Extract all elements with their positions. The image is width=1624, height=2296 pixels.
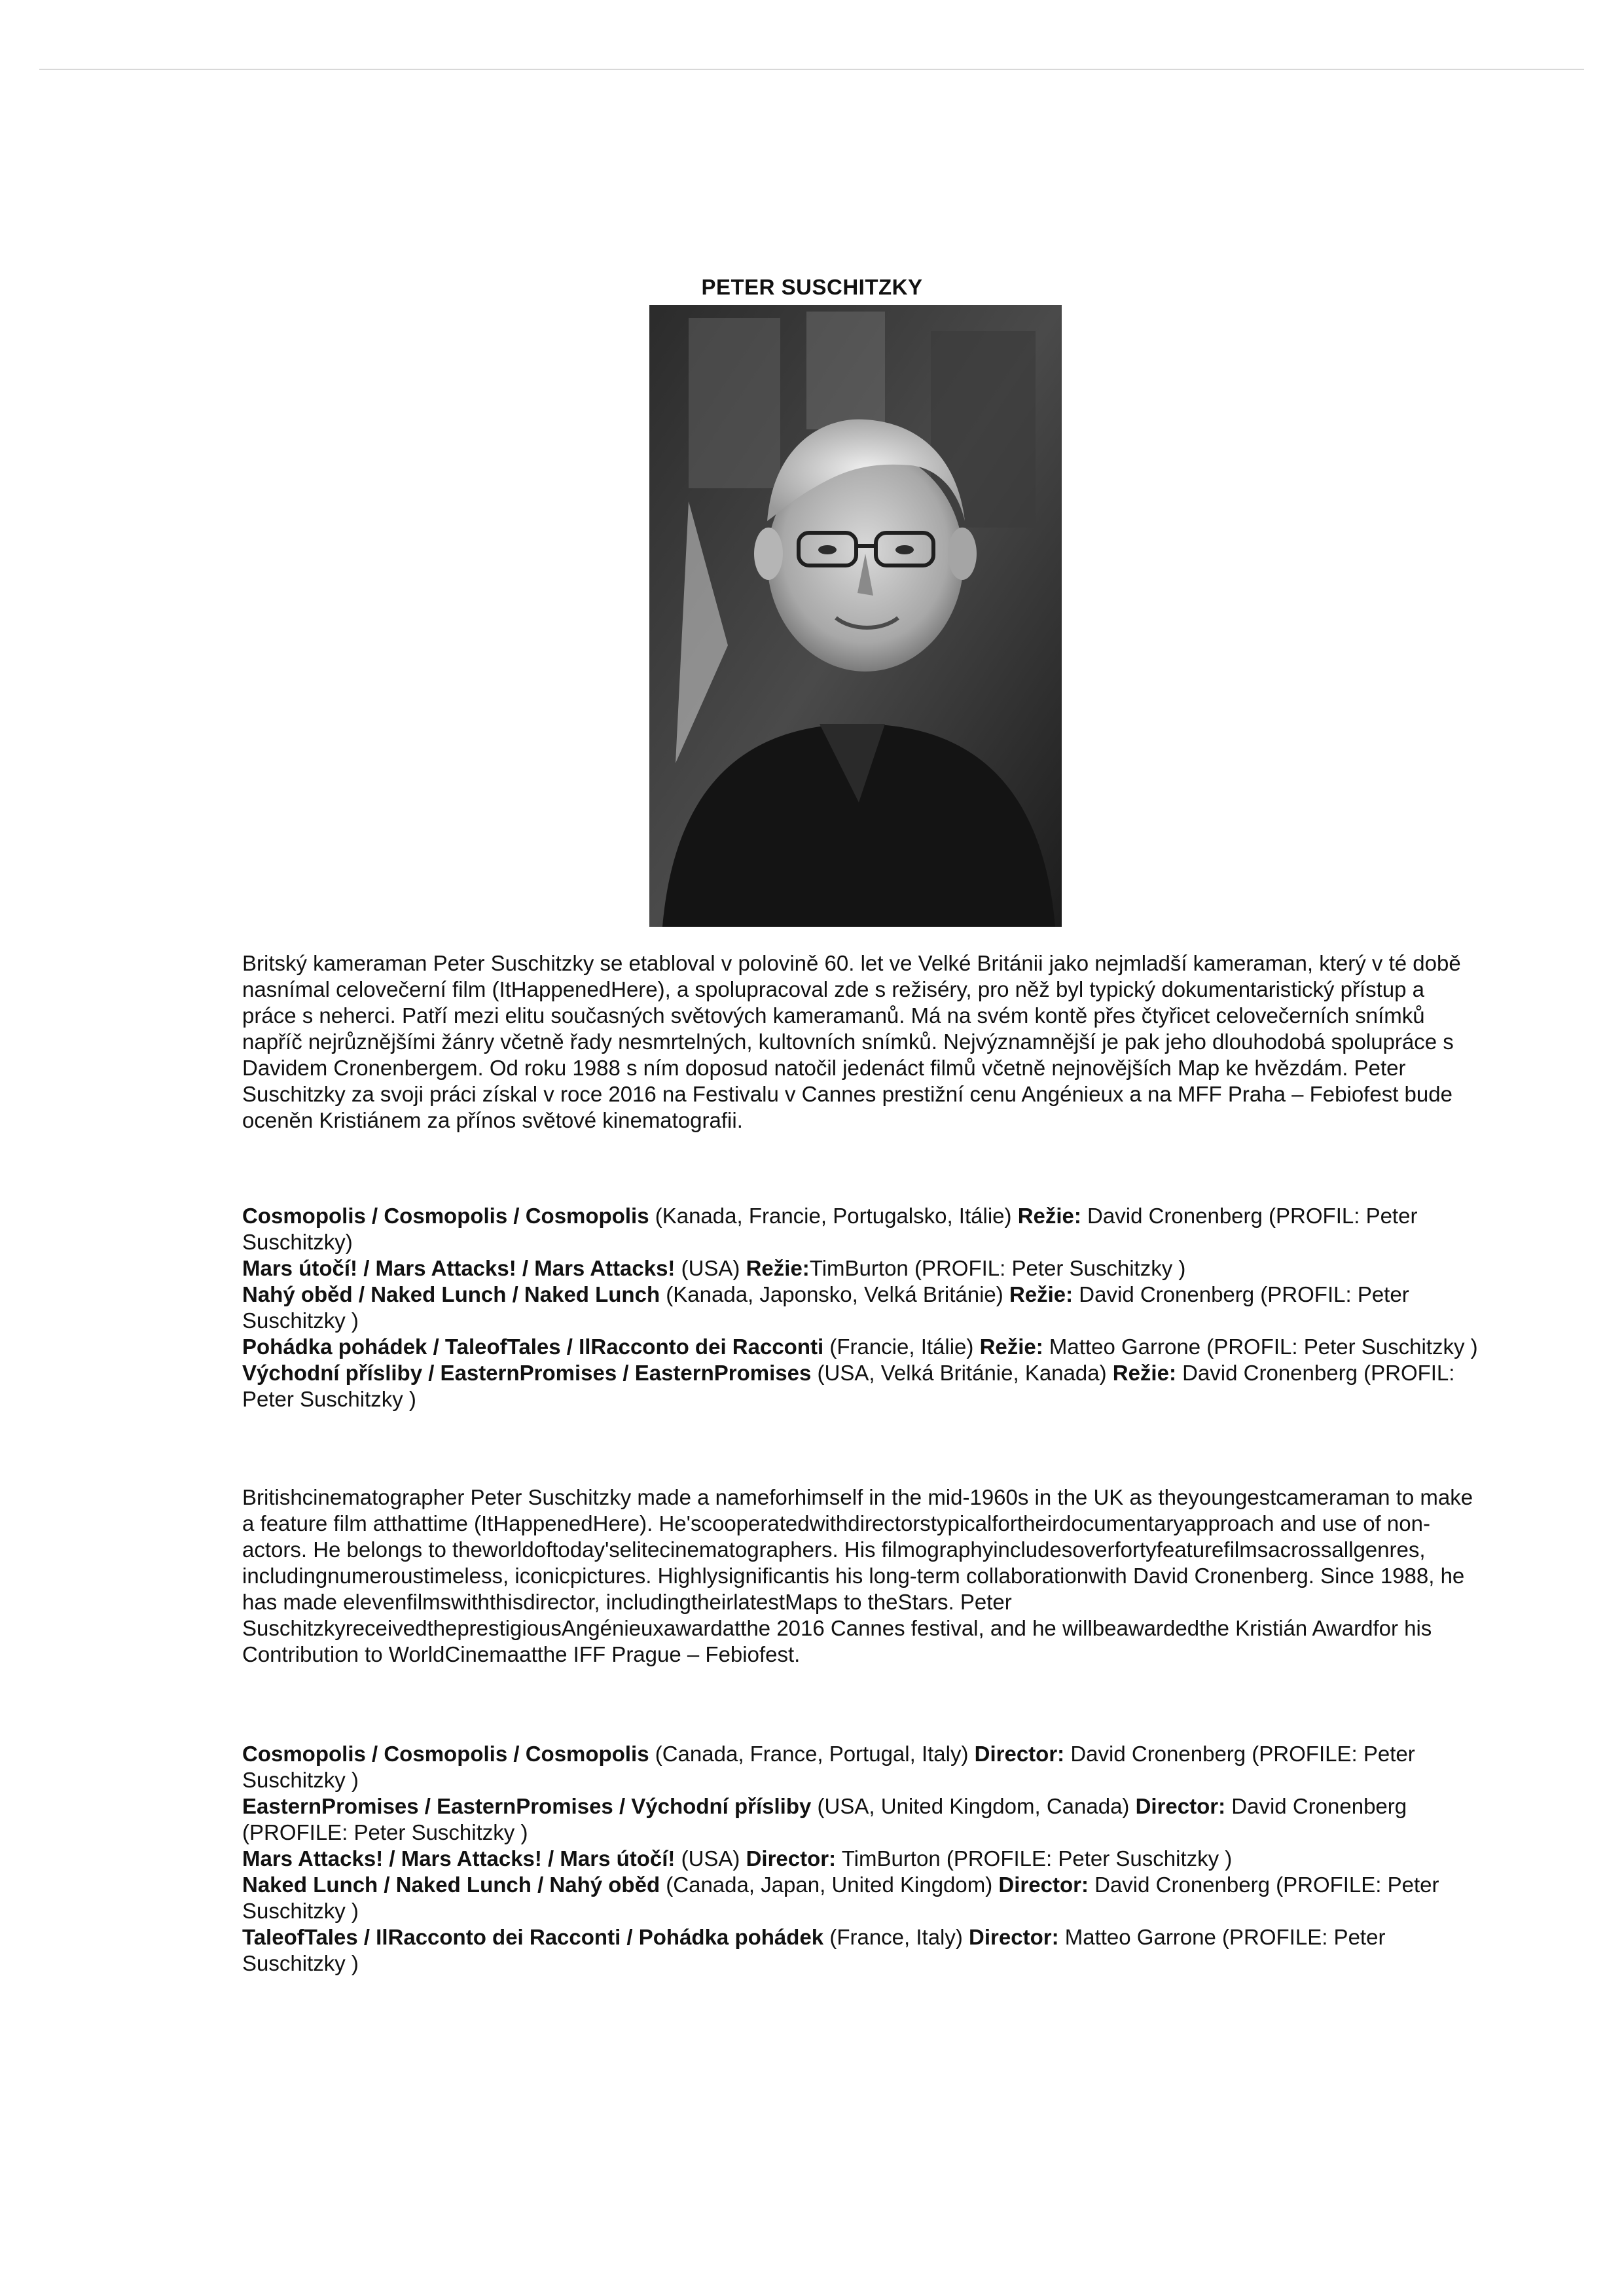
english-filmography: [242, 1741, 1486, 1977]
film-countries: (Kanada, Francie, Portugalsko, Itálie): [649, 1204, 1018, 1228]
film-director: David Cronenberg (PROFILE: Peter Suschitzky ): [242, 1742, 1415, 1792]
director-label: Režie:: [1112, 1361, 1176, 1385]
film-entry: [242, 1741, 1486, 1793]
director-label: Director:: [998, 1873, 1089, 1897]
film-director: David Cronenberg (PROFIL: Peter Suschitzky ): [242, 1361, 1455, 1411]
film-countries: (USA, Velká Británie, Kanada): [811, 1361, 1113, 1385]
film-director: TimBurton (PROFIL: Peter Suschitzky ): [809, 1256, 1186, 1280]
director-label: Director:: [974, 1742, 1065, 1766]
english-bio-text: Britishcinematographer Peter Suschitzky made a nameforhimself in the mid-1960s in the UK as theyoungestcameraman to make a feature film atthattime (ItHappenedHere). He'scooperatedwithdirectorstypicalfortheirdocumentaryapproach and use of non-actors. He belongs to theworldoftoday'selitecinematographers. His filmographyincludesoverfortyfeaturefilmsacrossallgenres, includingnumeroustimeless, iconicpictures. Highlysignificantis his long-term collaborationwith David Cronenberg. Since 1988, he has made elevenfilmswiththisdirector, includingtheirlatestMaps to theStars. Peter SuschitzkyreceivedtheprestigiousAngénieuxawardatthe 2016 Cannes festival, and he willbeawardedthe Kristián Awardfor his Contribution to WorldCinemaatthe IFF Prague – Febiofest.: [242, 1485, 1473, 1666]
film-entry: [242, 1846, 1486, 1872]
czech-bio: [242, 950, 1473, 1134]
film-entry: [242, 1334, 1486, 1360]
director-label: Režie:: [979, 1335, 1043, 1359]
director-label: Režie:: [746, 1256, 810, 1280]
film-title: Mars útočí! / Mars Attacks! / Mars Attacks!: [242, 1256, 676, 1280]
portrait-photo: [649, 305, 1062, 927]
film-entry: [242, 1282, 1486, 1334]
film-director: Matteo Garrone (PROFILE: Peter Suschitzky ): [242, 1925, 1386, 1975]
film-countries: (USA, United Kingdom, Canada): [811, 1794, 1136, 1818]
film-countries: (Kanada, Japonsko, Velká Británie): [660, 1282, 1009, 1306]
director-label: Director:: [1135, 1794, 1226, 1818]
director-label: Režie:: [1017, 1204, 1081, 1228]
english-bio: [242, 1484, 1486, 1668]
film-title: Naked Lunch / Naked Lunch / Nahý oběd: [242, 1873, 660, 1897]
film-title: Cosmopolis / Cosmopolis / Cosmopolis: [242, 1742, 649, 1766]
director-label: Director:: [969, 1925, 1059, 1949]
film-countries: (USA): [675, 1846, 746, 1871]
czech-filmography: [242, 1203, 1486, 1412]
portrait-illustration: [649, 305, 1062, 927]
film-entry: [242, 1793, 1486, 1846]
czech-bio-text: Britský kameraman Peter Suschitzky se etabloval v polovině 60. let ve Velké Británii jako nejmladší kameraman, který v té době nasnímal celovečerní film (ItHappenedHere), a spolupracoval zde s režiséry, pro něž byl typický dokumentaristický přístup a práce s neherci. Patří mezi elitu současných světových kameramanů. Má na svém kontě přes čtyřicet celovečerních snímků napříč nejrůznějšími žánry včetně řady nesmrtelných, kultovních snímků. Nejvýznamnější je pak jeho dlouhodobá spolupráce s Davidem Cronenbergem. Od roku 1988 s ním doposud natočil jedenáct filmů včetně nejnovějších Map ke hvězdám. Peter Suschitzky za svoji práci získal v roce 2016 na Festivalu v Cannes prestižní cenu Angénieux a na MFF Praha – Febiofest bude oceněn Kristiánem za přínos světové kinematografii.: [242, 951, 1461, 1132]
film-director: TimBurton (PROFILE: Peter Suschitzky ): [836, 1846, 1233, 1871]
film-countries: (Canada, Japan, United Kingdom): [660, 1873, 999, 1897]
film-entry: [242, 1255, 1486, 1282]
film-director: David Cronenberg (PROFILE: Peter Suschitzky ): [242, 1873, 1439, 1923]
film-entry: [242, 1924, 1486, 1977]
film-title: Východní přísliby / EasternPromises / EasternPromises: [242, 1361, 812, 1385]
film-countries: (France, Italy): [823, 1925, 969, 1949]
film-countries: (USA): [675, 1256, 746, 1280]
film-director: David Cronenberg (PROFIL: Peter Suschitzky): [242, 1204, 1418, 1254]
film-countries: (Francie, Itálie): [823, 1335, 980, 1359]
film-director: David Cronenberg (PROFIL: Peter Suschitzky ): [242, 1282, 1409, 1333]
director-label: Režie:: [1009, 1282, 1074, 1306]
film-title: Nahý oběd / Naked Lunch / Naked Lunch: [242, 1282, 660, 1306]
page-title: PETER SUSCHITZKY: [701, 275, 923, 299]
film-title: Mars Attacks! / Mars Attacks! / Mars útočí!: [242, 1846, 676, 1871]
film-title: Cosmopolis / Cosmopolis / Cosmopolis: [242, 1204, 649, 1228]
film-title: TaleofTales / IlRacconto dei Racconti / Pohádka pohádek: [242, 1925, 824, 1949]
film-title: EasternPromises / EasternPromises / Východní přísliby: [242, 1794, 812, 1818]
film-entry: [242, 1203, 1486, 1255]
film-title: Pohádka pohádek / TaleofTales / IlRacconto dei Racconti: [242, 1335, 824, 1359]
director-label: Director:: [746, 1846, 837, 1871]
film-director: Matteo Garrone (PROFIL: Peter Suschitzky ): [1043, 1335, 1478, 1359]
film-countries: (Canada, France, Portugal, Italy): [649, 1742, 975, 1766]
page-edge: [39, 69, 1584, 70]
film-director: David Cronenberg (PROFILE: Peter Suschitzky ): [242, 1794, 1407, 1844]
film-entry: [242, 1360, 1486, 1412]
film-entry: [242, 1872, 1486, 1924]
